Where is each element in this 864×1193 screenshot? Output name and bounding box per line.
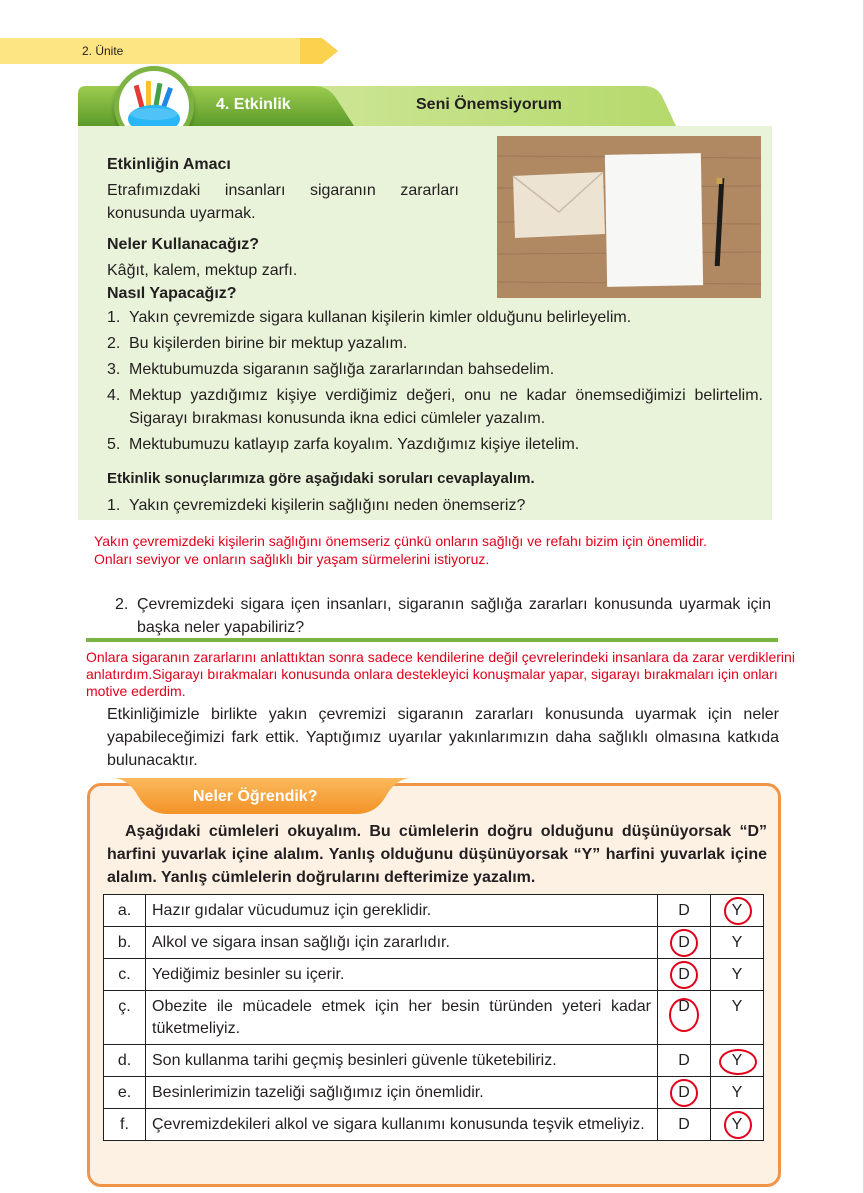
- option-d[interactable]: D: [658, 1109, 711, 1141]
- option-d[interactable]: [658, 959, 711, 991]
- table-row: [104, 1045, 764, 1077]
- row-letter: c.: [104, 959, 146, 991]
- table-row: [104, 959, 764, 991]
- method-steps: [107, 306, 763, 459]
- option-d[interactable]: [658, 1077, 711, 1109]
- answer-1: Yakın çevremizdeki kişilerin sağlığını önemseriz çünkü onların sağlığı ve refahı bizim için önemlidir. Onları seviyor ve onların sağlıklı bir yaşam sürmelerini istiyoruz.: [94, 533, 707, 567]
- row-letter: e.: [104, 1077, 146, 1109]
- row-statement: Besinlerimizin tazeliği sağlığımız için önemlidir.: [146, 1077, 658, 1109]
- table-row: [104, 991, 764, 1045]
- option-y[interactable]: [711, 895, 764, 927]
- table-row: [104, 1109, 764, 1141]
- question-2: 2. Çevremizdeki sigara içen insanları, sigaranın sağlığa zararları konusunda uyarmak için başka neler yapabiliriz?: [115, 596, 771, 636]
- row-statement: Hazır gıdalar vücudumuz için gereklidir.: [146, 895, 658, 927]
- materials-heading: Neler Kullanacağız?: [107, 236, 260, 253]
- row-letter: f.: [104, 1109, 146, 1141]
- answer-2: Onlara sigaranın zararlarını anlattıktan sonra sadece kendilerine değil çevrelerindeki insanlara da zarar verdiklerini anlatırdım.Sigarayı bırakmaları konusunda onlara destekleyici konuşmalar yapar, sigarayı bırakmaları için onları motive ederdim.: [86, 649, 795, 699]
- method-heading: Nasıl Yapacağız?: [107, 285, 237, 302]
- table-row: [104, 927, 764, 959]
- option-d[interactable]: [658, 927, 711, 959]
- red-circle-mark: Y: [732, 1050, 743, 1072]
- red-circle-mark: Y: [732, 900, 743, 922]
- row-letter: ç.: [104, 991, 146, 1045]
- purpose-heading: Etkinliğin Amacı: [107, 156, 231, 173]
- question-1: 1. Yakın çevremizdeki kişilerin sağlığını neden önemseriz?: [107, 497, 526, 514]
- list-item: 3. Mektubumuzda sigaranın sağlığa zararlarından bahsedelim.: [107, 361, 555, 378]
- letter-envelope-pen-photo: [497, 136, 761, 298]
- true-false-table: [103, 894, 764, 1141]
- activity-title: Seni Önemsiyorum: [416, 96, 562, 113]
- option-d[interactable]: [658, 991, 711, 1045]
- unit-label: 2. Ünite: [82, 44, 124, 58]
- red-circle-mark: D: [678, 932, 690, 954]
- row-statement: Son kullanma tarihi geçmiş besinleri güvenle tüketebiliriz.: [146, 1045, 658, 1077]
- row-letter: d.: [104, 1045, 146, 1077]
- option-y[interactable]: Y: [711, 1077, 764, 1109]
- learned-intro: Aşağıdaki cümleleri okuyalım. Bu cümlelerin doğru olduğunu düşünüyorsak “D” harfini yuvarlak içine alalım. Yanlış olduğunu düşünüyorsak “Y” harfini yuvarlak içine alalım. Yanlış cümlelerin doğrularını defterimize yazalım.: [107, 823, 767, 886]
- divider: [86, 638, 778, 642]
- row-statement: Obezite ile mücadele etmek için her besin türünden yeteri kadar tüketmeliyiz.: [146, 991, 658, 1045]
- red-circle-mark: D: [678, 964, 690, 986]
- questions-heading: Etkinlik sonuçlarımıza göre aşağıdaki soruları cevaplayalım.: [107, 470, 535, 487]
- option-y[interactable]: Y: [711, 959, 764, 991]
- list-item: 5. Mektubumuzu katlayıp zarfa koyalım. Yazdığımız kişiye iletelim.: [107, 436, 580, 453]
- row-letter: a.: [104, 895, 146, 927]
- red-circle-mark: Y: [732, 1114, 743, 1136]
- row-statement: Yediğimiz besinler su içerir.: [146, 959, 658, 991]
- list-item: 1. Yakın çevremizde sigara kullanan kişilerin kimler olduğunu belirleyelim.: [107, 309, 632, 326]
- red-circle-mark: D: [678, 1082, 690, 1104]
- option-y[interactable]: [711, 1045, 764, 1077]
- learned-title: Neler Öğrendik?: [193, 788, 318, 805]
- table-row: [104, 895, 764, 927]
- option-y[interactable]: Y: [711, 927, 764, 959]
- list-item: 2. Bu kişilerden birine bir mektup yazalım.: [107, 335, 408, 352]
- table-row: [104, 1077, 764, 1109]
- red-circle-mark: D: [678, 996, 690, 1018]
- closing-paragraph: Etkinliğimizle birlikte yakın çevremizi sigaranın zararları konusunda uyarmak için neler yapabileceğimizi fark ettik. Yaptığımız uyarılar yakınlarımızın daha sağlıklı olmasına katkıda bulunacaktır.: [107, 706, 779, 769]
- option-d[interactable]: D: [658, 895, 711, 927]
- option-y[interactable]: [711, 1109, 764, 1141]
- list-item: 4. Mektup yazdığımız kişiye verdiğimiz değeri, onu ne kadar önemsediğimizi belirtelim. Sigarayı bırakması konusunda ikna edici cümleler yazalım.: [107, 387, 763, 427]
- option-d[interactable]: D: [658, 1045, 711, 1077]
- row-letter: b.: [104, 927, 146, 959]
- activity-number: 4. Etkinlik: [216, 96, 291, 113]
- row-statement: Çevremizdekileri alkol ve sigara kullanımı konusunda teşvik etmeliyiz.: [146, 1109, 658, 1141]
- row-statement: Alkol ve sigara insan sağlığı için zararlıdır.: [146, 927, 658, 959]
- materials-text: Kâğıt, kalem, mektup zarfı.: [107, 262, 298, 279]
- option-y[interactable]: Y: [711, 991, 764, 1045]
- purpose-text: Etrafımızdaki insanları sigaranın zararları konusunda uyarmak.: [107, 182, 459, 222]
- unit-ribbon: [0, 38, 338, 64]
